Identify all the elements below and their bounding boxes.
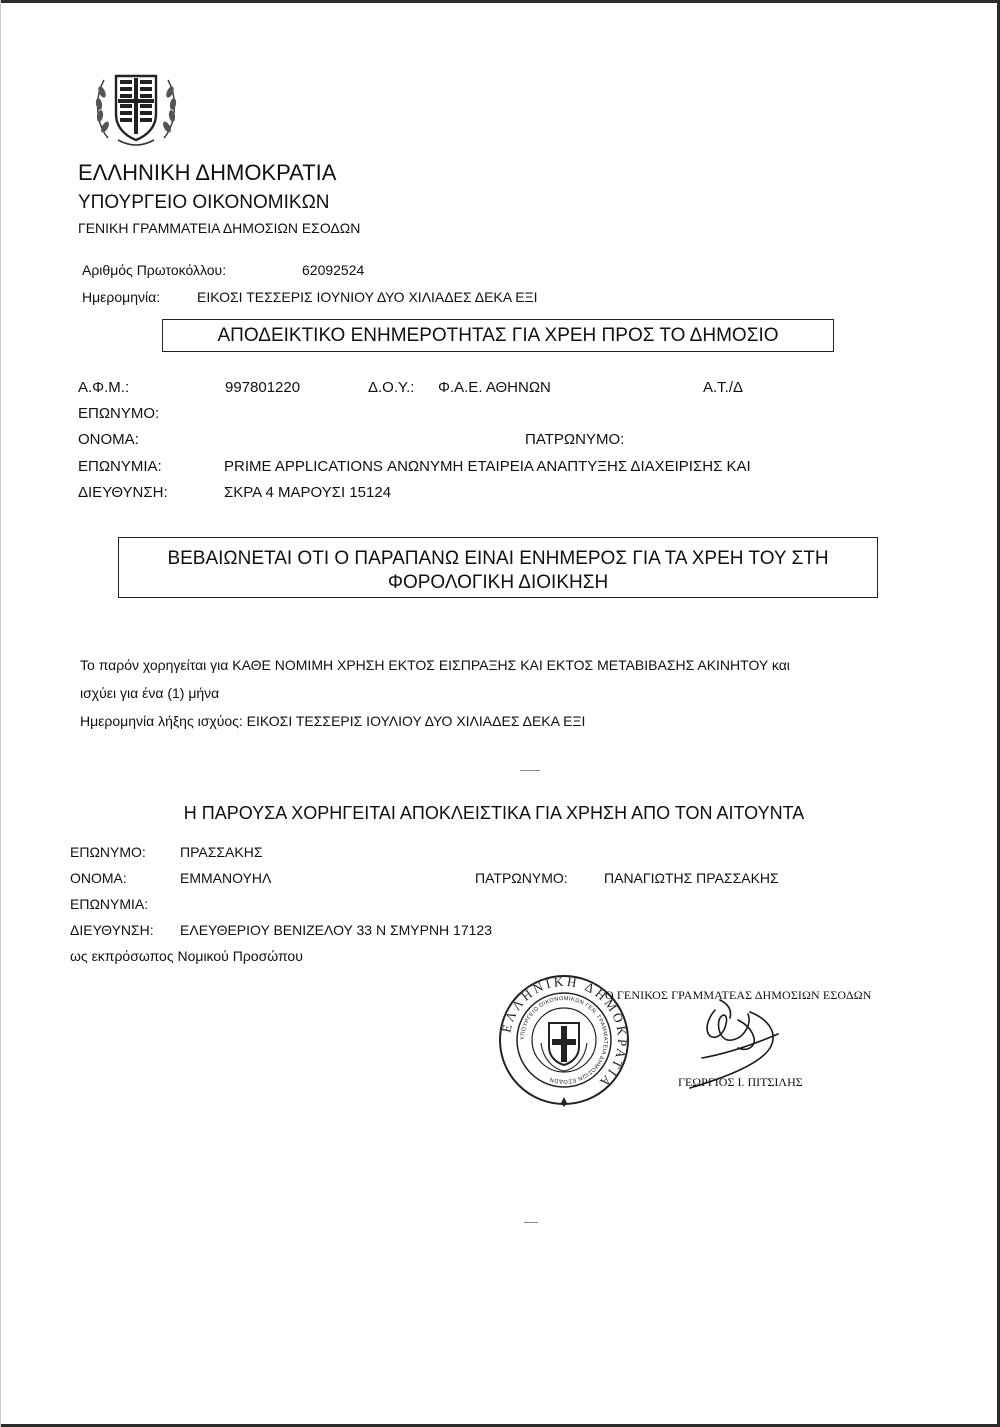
- taxpayer-company-label: ΕΠΩΝΥΜΙΑ:: [78, 458, 162, 475]
- scan-edge-left: [0, 0, 1, 1427]
- applicant-role: ως εκπρόσωπος Νομικού Προσώπου: [70, 948, 303, 964]
- header-ministry: ΥΠΟΥΡΓΕΙΟ ΟΙΚΟΝΟΜΙΚΩΝ: [78, 192, 330, 213]
- applicant-address-value: ΕΛΕΥΘΕΡΙΟΥ ΒΕΝΙΖΕΛΟΥ 33 Ν ΣΜΥΡΝΗ 17123: [180, 922, 492, 938]
- validity-line-1: Το παρόν χορηγείται για ΚΑΘΕ ΝΟΜΙΜΗ ΧΡΗΣΗ ΕΚΤΟΣ ΕΙΣΠΡΑΞΗΣ ΚΑΙ ΕΚΤΟΣ ΜΕΤΑΒΙΒΑΣΗΣ ΑΚΙΝΗΤΟΥ και: [80, 657, 790, 673]
- afm-label: Α.Φ.Μ.:: [78, 379, 130, 396]
- applicant-company-label: ΕΠΩΝΥΜΙΑ:: [70, 896, 149, 912]
- taxpayer-father-label: ΠΑΤΡΩΝΥΜΟ:: [525, 431, 625, 448]
- taxpayer-company-value: PRIME APPLICATIONS ΑΝΩΝΥΜΗ ΕΤΑΙΡΕΙΑ ΑΝΑΠΤΥΞΗΣ ΔΙΑΧΕΙΡΙΣΗΣ ΚΑΙ: [224, 458, 751, 475]
- validity-line-2: ισχύει για ένα (1) μήνα: [80, 685, 220, 701]
- applicant-heading: Η ΠΑΡΟΥΣΑ ΧΟΡΗΓΕΙΤΑΙ ΑΠΟΚΛΕΙΣΤΙΚΑ ΓΙΑ ΧΡΗΣΗ ΑΠΟ ΤΟΝ ΑΙΤΟΥΝΤΑ: [183, 803, 805, 823]
- protocol-number-label: Αριθμός Πρωτοκόλλου:: [82, 262, 227, 278]
- taxpayer-address-value: ΣΚΡΑ 4 ΜΑΡΟΥΣΙ 15124: [224, 484, 392, 501]
- protocol-date-label: Ημερομηνία:: [82, 289, 161, 305]
- signatory-title: Ο ΓΕΝΙΚΟΣ ΓΡΑΜΜΑΤΕΑΣ ΔΗΜΟΣΙΩΝ ΕΣΟΔΩΝ: [605, 988, 872, 1002]
- certification-line-2: ΦΟΡΟΛΟΓΙΚΗ ΔΙΟΙΚΗΣΗ: [387, 572, 609, 593]
- protocol-number-value: 62092524: [302, 262, 365, 278]
- taxpayer-address-label: ΔΙΕΥΘΥΝΣΗ:: [78, 484, 168, 501]
- applicant-address-label: ΔΙΕΥΘΥΝΣΗ:: [70, 922, 154, 938]
- doy-value: Φ.Α.Ε. ΑΘΗΝΩΝ: [438, 379, 551, 396]
- at-label: Α.Τ./Δ: [703, 379, 744, 396]
- scan-speck: [524, 1222, 538, 1223]
- applicant-surname-value: ΠΡΑΣΣΑΚΗΣ: [180, 844, 263, 860]
- seal-inner-text: ΥΠΟΥΡΓΕΙΟ ΟΙΚΟΝΟΜΙΚΩΝ ΓΕΝ. ΓΡΑΜΜΑΤΕΙΑ ΔΗΜΟΣΙΩΝ ΕΣΟΔΩΝ: [519, 995, 609, 1085]
- afm-value: 997801220: [225, 379, 301, 396]
- taxpayer-name-label: ΟΝΟΜΑ:: [78, 431, 139, 448]
- applicant-surname-label: ΕΠΩΝΥΜΟ:: [70, 844, 146, 860]
- applicant-father-label: ΠΑΤΡΩΝΥΜΟ:: [475, 870, 568, 886]
- protocol-date-value: ΕΙΚΟΣΙ ΤΕΣΣΕΡΙΣ ΙΟΥΝΙΟΥ ΔΥΟ ΧΙΛΙΑΔΕΣ ΔΕΚΑ ΕΞΙ: [197, 289, 538, 305]
- header-republic: ΕΛΛΗΝΙΚΗ ΔΗΜΟΚΡΑΤΙΑ: [78, 160, 337, 185]
- coat-of-arms-icon: [88, 58, 184, 154]
- applicant-father-value: ΠΑΝΑΓΙΩΤΗΣ ΠΡΑΣΣΑΚΗΣ: [604, 870, 779, 886]
- header-secretariat: ΓΕΝΙΚΗ ΓΡΑΜΜΑΤΕΙΑ ΔΗΜΟΣΙΩΝ ΕΣΟΔΩΝ: [78, 220, 361, 236]
- taxpayer-surname-label: ΕΠΩΝΥΜΟ:: [78, 405, 160, 422]
- seal-outer-text: ΕΛΛΗΝΙΚΗ ΔΗΜΟΚΡΑΤΙΑ: [498, 973, 631, 1092]
- certification-line-1: ΒΕΒΑΙΩΝΕΤΑΙ ΟΤΙ Ο ΠΑΡΑΠΑΝΩ ΕΙΝΑΙ ΕΝΗΜΕΡΟΣ ΓΙΑ ΤΑ ΧΡΕΗ ΤΟΥ ΣΤΗ: [167, 548, 829, 569]
- scan-speck: [520, 770, 540, 771]
- validity-expiry: Ημερομηνία λήξης ισχύος: ΕΙΚΟΣΙ ΤΕΣΣΕΡΙΣ ΙΟΥΛΙΟΥ ΔΥΟ ΧΙΛΙΑΔΕΣ ΔΕΚΑ ΕΞΙ: [80, 713, 586, 729]
- document-title-box: [162, 319, 834, 352]
- scan-edge-top: [0, 0, 1000, 3]
- signatory-name: ΓΕΩΡΓΙΟΣ Ι. ΠΙΤΣΙΛΗΣ: [678, 1075, 803, 1089]
- doy-label: Δ.Ο.Υ.:: [368, 379, 415, 396]
- applicant-name-label: ΟΝΟΜΑ:: [70, 870, 127, 886]
- applicant-name-value: ΕΜΜΑΝΟΥΗΛ: [180, 870, 272, 886]
- document-title: ΑΠΟΔΕΙΚΤΙΚΟ ΕΝΗΜΕΡΟΤΗΤΑΣ ΓΙΑ ΧΡΕΗ ΠΡΟΣ ΤΟ ΔΗΜΟΣΙΟ: [217, 325, 779, 346]
- certification-box: [118, 537, 878, 598]
